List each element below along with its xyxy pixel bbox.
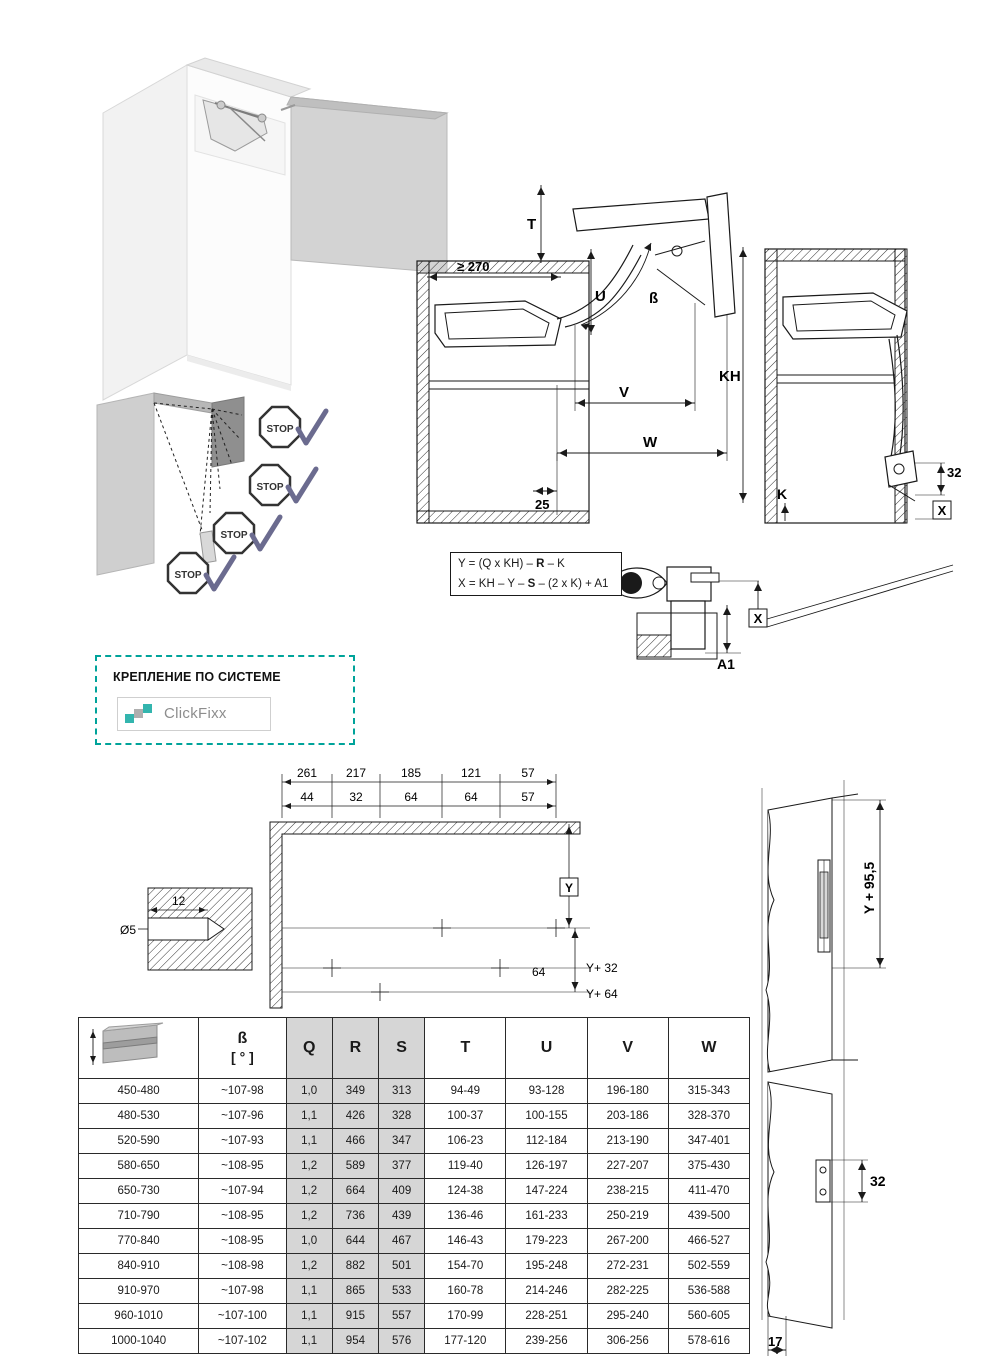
cell-beta: ~107-98 bbox=[199, 1079, 286, 1104]
cell-size: 520-590 bbox=[79, 1129, 199, 1154]
stop-icon bbox=[260, 407, 300, 447]
header-size bbox=[79, 1018, 199, 1079]
stop-icon bbox=[250, 465, 290, 505]
cell-T: 124-38 bbox=[425, 1179, 506, 1204]
cell-R: 954 bbox=[332, 1329, 378, 1354]
cell-W: 560-605 bbox=[668, 1304, 749, 1329]
cell-S: 576 bbox=[379, 1329, 425, 1354]
svg-text:64: 64 bbox=[532, 965, 546, 979]
table-header-row bbox=[79, 1018, 750, 1079]
cell-size: 1000-1040 bbox=[79, 1329, 199, 1354]
svg-text:Ø5: Ø5 bbox=[120, 923, 137, 937]
cell-W: 315-343 bbox=[668, 1079, 749, 1104]
technical-side-section-diagram bbox=[405, 185, 1000, 705]
cell-size: 960-1010 bbox=[79, 1304, 199, 1329]
cell-Q: 1,0 bbox=[286, 1079, 332, 1104]
formula-1-post: – K bbox=[544, 558, 565, 570]
formula-2-post: – (2 x K) + A1 bbox=[535, 577, 609, 590]
clickfixx-logo-text: ClickFixx bbox=[164, 705, 227, 722]
formula-2-pre: X = KH – Y – bbox=[458, 577, 528, 590]
cell-V: 282-225 bbox=[587, 1279, 668, 1304]
cell-S: 409 bbox=[379, 1179, 425, 1204]
formula-1-bold: R bbox=[536, 558, 545, 570]
svg-text:X: X bbox=[937, 503, 947, 518]
cell-Q: 1,2 bbox=[286, 1179, 332, 1204]
cell-T: 154-70 bbox=[425, 1254, 506, 1279]
cell-beta: ~107-100 bbox=[199, 1304, 286, 1329]
spec-table bbox=[78, 1017, 750, 1354]
cell-R: 915 bbox=[332, 1304, 378, 1329]
cell-size: 840-910 bbox=[79, 1254, 199, 1279]
cell-S: 501 bbox=[379, 1254, 425, 1279]
cell-beta: ~107-94 bbox=[199, 1179, 286, 1204]
svg-text:Y+ 32: Y+ 32 bbox=[586, 961, 618, 975]
header-U: U bbox=[506, 1018, 587, 1079]
cell-size: 450-480 bbox=[79, 1079, 199, 1104]
cell-Q: 1,1 bbox=[286, 1329, 332, 1354]
cell-W: 347-401 bbox=[668, 1129, 749, 1154]
cell-W: 502-559 bbox=[668, 1254, 749, 1279]
svg-text:Y + 95,5: Y + 95,5 bbox=[861, 861, 877, 915]
table-row bbox=[79, 1154, 750, 1179]
cell-T: 119-40 bbox=[425, 1154, 506, 1179]
table-row bbox=[79, 1254, 750, 1279]
cell-S: 533 bbox=[379, 1279, 425, 1304]
cell-U: 179-223 bbox=[506, 1229, 587, 1254]
cell-U: 195-248 bbox=[506, 1254, 587, 1279]
svg-text:44: 44 bbox=[300, 790, 314, 804]
spec-table-body bbox=[79, 1079, 750, 1354]
side-elevation-views bbox=[740, 760, 995, 1349]
svg-text:17: 17 bbox=[768, 1334, 783, 1349]
cell-T: 94-49 bbox=[425, 1079, 506, 1104]
header-beta-unit: [ ° ] bbox=[231, 1049, 254, 1066]
svg-text:A1: A1 bbox=[717, 656, 735, 672]
cell-size: 710-790 bbox=[79, 1204, 199, 1229]
cell-size: 910-970 bbox=[79, 1279, 199, 1304]
header-beta bbox=[199, 1018, 286, 1079]
svg-text:T: T bbox=[527, 216, 537, 233]
cell-beta: ~108-95 bbox=[199, 1154, 286, 1179]
cell-T: 146-43 bbox=[425, 1229, 506, 1254]
table-row bbox=[79, 1129, 750, 1154]
cell-beta: ~108-95 bbox=[199, 1229, 286, 1254]
cell-S: 313 bbox=[379, 1079, 425, 1104]
cell-R: 349 bbox=[332, 1079, 378, 1104]
svg-text:X: X bbox=[753, 611, 763, 626]
formula-line-2 bbox=[458, 576, 621, 593]
header-R: R bbox=[332, 1018, 378, 1079]
cell-V: 203-186 bbox=[587, 1104, 668, 1129]
cell-R: 589 bbox=[332, 1154, 378, 1179]
cell-U: 228-251 bbox=[506, 1304, 587, 1329]
cell-Q: 1,2 bbox=[286, 1254, 332, 1279]
cell-R: 664 bbox=[332, 1179, 378, 1204]
cell-T: 136-46 bbox=[425, 1204, 506, 1229]
cell-V: 306-256 bbox=[587, 1329, 668, 1354]
svg-text:25: 25 bbox=[535, 497, 550, 512]
cell-R: 644 bbox=[332, 1229, 378, 1254]
cell-R: 466 bbox=[332, 1129, 378, 1154]
svg-text:STOP: STOP bbox=[220, 530, 248, 541]
cell-S: 467 bbox=[379, 1229, 425, 1254]
cell-beta: ~107-93 bbox=[199, 1129, 286, 1154]
cell-Q: 1,2 bbox=[286, 1204, 332, 1229]
formula-box bbox=[450, 552, 622, 596]
svg-text:STOP: STOP bbox=[256, 482, 284, 493]
svg-text:12: 12 bbox=[172, 894, 186, 908]
clickfixx-title: КРЕПЛЕНИЕ ПО СИСТЕМЕ bbox=[113, 670, 281, 684]
cell-S: 439 bbox=[379, 1204, 425, 1229]
cell-Q: 1,1 bbox=[286, 1129, 332, 1154]
cell-V: 295-240 bbox=[587, 1304, 668, 1329]
table-row bbox=[79, 1104, 750, 1129]
table-row bbox=[79, 1204, 750, 1229]
svg-text:V: V bbox=[619, 384, 630, 401]
cell-W: 328-370 bbox=[668, 1104, 749, 1129]
formula-1-pre: Y = (Q x KH) – bbox=[458, 558, 537, 570]
cell-beta: ~107-96 bbox=[199, 1104, 286, 1129]
clickfixx-mounting-box bbox=[95, 655, 355, 745]
cell-U: 161-233 bbox=[506, 1204, 587, 1229]
header-Q: Q bbox=[286, 1018, 332, 1079]
cell-T: 170-99 bbox=[425, 1304, 506, 1329]
cell-T: 177-120 bbox=[425, 1329, 506, 1354]
cell-Q: 1,1 bbox=[286, 1104, 332, 1129]
table-row bbox=[79, 1329, 750, 1354]
cell-S: 347 bbox=[379, 1129, 425, 1154]
table-row bbox=[79, 1229, 750, 1254]
svg-text:32: 32 bbox=[870, 1173, 886, 1189]
cell-W: 375-430 bbox=[668, 1154, 749, 1179]
svg-text:≥ 270: ≥ 270 bbox=[457, 259, 490, 274]
svg-text:Y+ 64: Y+ 64 bbox=[586, 987, 618, 1001]
stop-icon bbox=[214, 513, 254, 553]
clickfixx-logo bbox=[117, 697, 271, 731]
cell-W: 536-588 bbox=[668, 1279, 749, 1304]
cell-R: 882 bbox=[332, 1254, 378, 1279]
cell-U: 126-197 bbox=[506, 1154, 587, 1179]
cell-beta: ~107-102 bbox=[199, 1329, 286, 1354]
cell-R: 865 bbox=[332, 1279, 378, 1304]
table-row bbox=[79, 1079, 750, 1104]
spec-table-head bbox=[79, 1018, 750, 1079]
svg-text:STOP: STOP bbox=[174, 570, 202, 581]
cell-beta: ~108-95 bbox=[199, 1204, 286, 1229]
specification-table bbox=[78, 1017, 750, 1354]
cell-S: 328 bbox=[379, 1104, 425, 1129]
cell-size: 580-650 bbox=[79, 1154, 199, 1179]
cell-V: 213-190 bbox=[587, 1129, 668, 1154]
svg-text:Y: Y bbox=[564, 881, 574, 895]
cell-size: 480-530 bbox=[79, 1104, 199, 1129]
header-S: S bbox=[379, 1018, 425, 1079]
cell-R: 426 bbox=[332, 1104, 378, 1129]
cell-U: 112-184 bbox=[506, 1129, 587, 1154]
svg-text:57: 57 bbox=[521, 790, 535, 804]
svg-text:ß: ß bbox=[649, 290, 659, 307]
cell-W: 411-470 bbox=[668, 1179, 749, 1204]
cell-Q: 1,0 bbox=[286, 1229, 332, 1254]
clickfixx-glyph-icon bbox=[124, 703, 154, 725]
cell-V: 250-219 bbox=[587, 1204, 668, 1229]
header-W: W bbox=[668, 1018, 749, 1079]
cell-T: 160-78 bbox=[425, 1279, 506, 1304]
cell-R: 736 bbox=[332, 1204, 378, 1229]
cell-size: 650-730 bbox=[79, 1179, 199, 1204]
cell-S: 377 bbox=[379, 1154, 425, 1179]
svg-text:57: 57 bbox=[521, 766, 535, 780]
svg-text:64: 64 bbox=[404, 790, 418, 804]
svg-text:217: 217 bbox=[345, 766, 367, 780]
cell-U: 214-246 bbox=[506, 1279, 587, 1304]
cell-S: 557 bbox=[379, 1304, 425, 1329]
cell-V: 238-215 bbox=[587, 1179, 668, 1204]
cell-W: 578-616 bbox=[668, 1329, 749, 1354]
cell-beta: ~107-98 bbox=[199, 1279, 286, 1304]
svg-text:32: 32 bbox=[947, 465, 962, 480]
cell-T: 106-23 bbox=[425, 1129, 506, 1154]
cell-beta: ~108-98 bbox=[199, 1254, 286, 1279]
cell-U: 93-128 bbox=[506, 1079, 587, 1104]
drilling-pattern-diagram bbox=[120, 760, 640, 1010]
svg-text:64: 64 bbox=[464, 790, 478, 804]
svg-text:K: K bbox=[777, 486, 788, 502]
stop-positions-diagram bbox=[92, 385, 367, 620]
cell-V: 267-200 bbox=[587, 1229, 668, 1254]
cell-V: 227-207 bbox=[587, 1154, 668, 1179]
cell-U: 100-155 bbox=[506, 1104, 587, 1129]
svg-text:185: 185 bbox=[400, 766, 422, 780]
cell-Q: 1,1 bbox=[286, 1304, 332, 1329]
svg-text:U: U bbox=[595, 288, 606, 305]
svg-text:121: 121 bbox=[460, 766, 482, 780]
cell-V: 196-180 bbox=[587, 1079, 668, 1104]
table-row bbox=[79, 1304, 750, 1329]
cell-W: 466-527 bbox=[668, 1229, 749, 1254]
table-row bbox=[79, 1179, 750, 1204]
cell-size: 770-840 bbox=[79, 1229, 199, 1254]
stop-icon bbox=[168, 553, 208, 593]
header-beta-symbol: ß bbox=[237, 1030, 248, 1048]
svg-text:32: 32 bbox=[349, 790, 363, 804]
cell-U: 239-256 bbox=[506, 1329, 587, 1354]
svg-text:STOP: STOP bbox=[266, 424, 294, 435]
cell-V: 272-231 bbox=[587, 1254, 668, 1279]
cell-W: 439-500 bbox=[668, 1204, 749, 1229]
svg-text:KH: KH bbox=[719, 368, 741, 385]
cell-U: 147-224 bbox=[506, 1179, 587, 1204]
cabinet-thumbnail-icon bbox=[79, 1021, 175, 1075]
header-V: V bbox=[587, 1018, 668, 1079]
header-T: T bbox=[425, 1018, 506, 1079]
cell-T: 100-37 bbox=[425, 1104, 506, 1129]
table-row bbox=[79, 1279, 750, 1304]
formula-line-1 bbox=[458, 556, 621, 573]
formula-2-bold: S bbox=[527, 577, 536, 590]
cell-Q: 1,1 bbox=[286, 1279, 332, 1304]
cell-Q: 1,2 bbox=[286, 1154, 332, 1179]
svg-text:261: 261 bbox=[296, 766, 318, 780]
svg-text:W: W bbox=[643, 434, 658, 451]
